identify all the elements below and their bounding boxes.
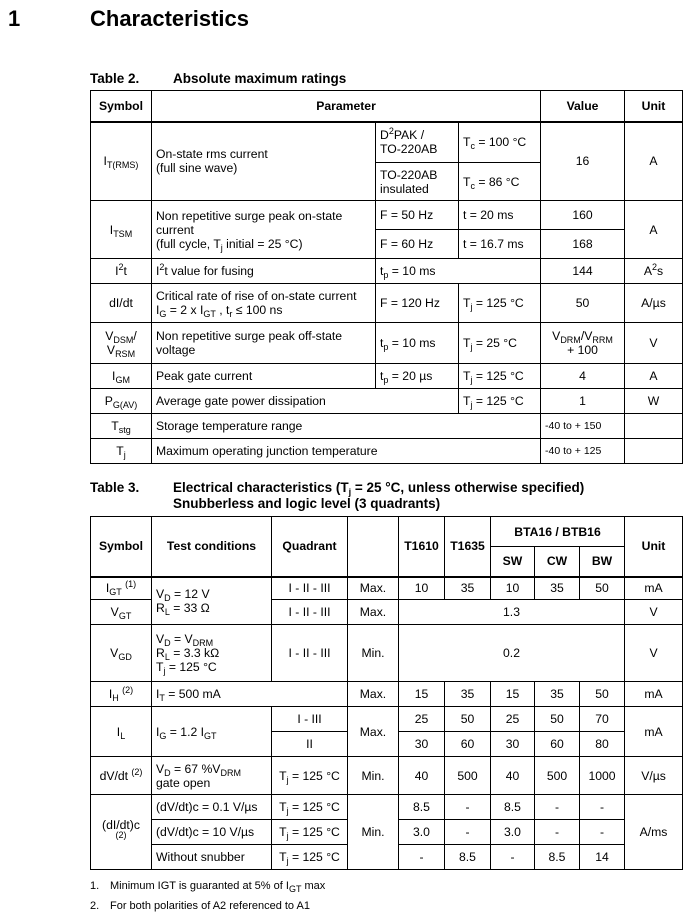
header-t1635: T1635 — [445, 517, 491, 577]
table3-header-row — [91, 517, 683, 547]
unit-cell: V — [625, 600, 683, 625]
symbol-cell: dV/dt $^{(2)}$ — [91, 757, 152, 795]
quadrant-cell: $T_j = 125$ °C — [272, 845, 348, 870]
value-cell: 50 — [535, 707, 580, 732]
condition-cell: $T_c = 86$ °C — [459, 163, 541, 201]
symbol-cell: $I_{GT}$ $^{(1)}$ — [91, 577, 152, 600]
header-value: Value — [541, 91, 625, 122]
limit-cell: Min. — [348, 795, 399, 870]
header-sw: SW — [491, 547, 535, 577]
table3-caption — [90, 480, 690, 514]
table3-label: Table 3. — [90, 480, 140, 495]
symbol-cell: dI/dt — [91, 284, 152, 323]
value-cell: 60 — [445, 732, 491, 757]
param-cell: Peak gate current — [152, 364, 376, 389]
table-row — [91, 364, 683, 389]
value-cell: - — [580, 820, 625, 845]
limit-cell: Max. — [348, 577, 399, 600]
value-cell: 500 — [535, 757, 580, 795]
quadrant-cell: $T_j = 125$ °C — [272, 757, 348, 795]
value-cell: 0.2 — [399, 625, 625, 682]
table-row — [91, 757, 683, 795]
limit-cell: Max. — [348, 600, 399, 625]
header-symbol: Symbol — [91, 91, 152, 122]
unit-cell: mA — [625, 577, 683, 600]
value-cell: 4 — [541, 364, 625, 389]
symbol-cell: $V_{DSM}/$ $V_{RSM}$ — [91, 323, 152, 364]
section-heading — [0, 6, 694, 36]
condition-cell: $T_j = 25$ °C — [459, 323, 541, 364]
value-cell: 8.5 — [399, 795, 445, 820]
condition-cell: $T_c = 100$ °C — [459, 122, 541, 163]
value-cell: 3.0 — [491, 820, 535, 845]
condition-cell: $I_T = 500$ mA — [152, 682, 348, 707]
frequency-cell: F = 50 Hz — [376, 201, 459, 230]
time-cell: t = 16.7 ms — [459, 230, 541, 259]
param-cell: Maximum operating junction temperature — [152, 439, 541, 464]
table2-caption — [90, 71, 590, 87]
table2-header-row — [91, 91, 683, 122]
unit-cell: V — [625, 625, 683, 682]
table-row — [91, 389, 683, 414]
unit-cell — [625, 414, 683, 439]
table-row — [91, 323, 683, 364]
value-cell: 50 — [580, 682, 625, 707]
table2-title: Absolute maximum ratings — [173, 71, 347, 86]
frequency-cell: F = 120 Hz — [376, 284, 459, 323]
value-cell: 25 — [399, 707, 445, 732]
limit-cell: Max. — [348, 682, 399, 707]
symbol-cell: $I^2t$ — [91, 259, 152, 284]
unit-cell: A/µs — [625, 284, 683, 323]
condition-cell: $t_p = 10$ ms — [376, 323, 459, 364]
value-cell: 35 — [445, 577, 491, 600]
symbol-cell: (dI/dt)c $^{(2)}$ — [91, 795, 152, 870]
table-row — [91, 577, 683, 600]
value-cell: 50 — [445, 707, 491, 732]
symbol-cell: $I_L$ — [91, 707, 152, 757]
value-cell: - — [535, 795, 580, 820]
condition-cell: $t_p = 20$ µs — [376, 364, 459, 389]
value-cell: 80 — [580, 732, 625, 757]
symbol-cell: $I_{T(RMS)}$ — [91, 122, 152, 201]
table-row — [91, 259, 683, 284]
value-cell: 50 — [541, 284, 625, 323]
section-title: Characteristics — [90, 6, 249, 31]
condition-cell: (dV/dt)c = 0.1 V/µs — [152, 795, 272, 820]
quadrant-cell: $T_j = 125$ °C — [272, 820, 348, 845]
value-cell: 10 — [399, 577, 445, 600]
value-cell: - — [535, 820, 580, 845]
value-cell: 500 — [445, 757, 491, 795]
value-cell: - — [491, 845, 535, 870]
value-cell: - — [445, 795, 491, 820]
value-cell: - — [445, 820, 491, 845]
symbol-cell: $I_{GM}$ — [91, 364, 152, 389]
value-cell: -40 to + 125 — [541, 439, 625, 464]
footnote-2: 2. For both polarities of A2 referenced to A1 — [90, 900, 310, 912]
param-cell: On-state rms current (full sine wave) — [152, 122, 376, 201]
value-cell: 3.0 — [399, 820, 445, 845]
value-cell: 8.5 — [491, 795, 535, 820]
unit-cell — [625, 439, 683, 464]
table-row — [91, 625, 683, 682]
absolute-ratings-table — [90, 90, 683, 464]
quadrant-cell: I - II - III — [272, 577, 348, 600]
table-row — [91, 122, 683, 163]
unit-cell: mA — [625, 682, 683, 707]
value-cell: 160 — [541, 201, 625, 230]
quadrant-cell: II — [272, 732, 348, 757]
value-cell: 35 — [535, 682, 580, 707]
condition-cell: $V_D = 67$ $\%V_{DRM}$ gate open — [152, 757, 272, 795]
table-row — [91, 795, 683, 820]
value-cell: 70 — [580, 707, 625, 732]
unit-cell: V/µs — [625, 757, 683, 795]
header-bw: BW — [580, 547, 625, 577]
condition-cell: $I_G = 1.2$ $I_{GT}$ — [152, 707, 272, 757]
header-unit: Unit — [625, 517, 683, 577]
unit-cell: V — [625, 323, 683, 364]
param-cell: Storage temperature range — [152, 414, 541, 439]
package-cell: $D^2PAK$ / TO-220AB — [376, 122, 459, 163]
condition-cell: $V_D = V_{DRM}$ $R_L = 3.3$ kΩ $T_j = 125$ °C — [152, 625, 272, 682]
quadrant-cell: $T_j = 125$ °C — [272, 795, 348, 820]
footnote-1: 1. Minimum IGT is guaranted at 5% of $I_{GT}$ max — [90, 880, 326, 894]
value-cell: 30 — [491, 732, 535, 757]
condition-cell: Without snubber — [152, 845, 272, 870]
param-cell: Non repetitive surge peak off-state voltage — [152, 323, 376, 364]
header-symbol: Symbol — [91, 517, 152, 577]
unit-cell: A — [625, 201, 683, 259]
quadrant-cell: I - II - III — [272, 625, 348, 682]
value-cell: 15 — [491, 682, 535, 707]
param-cell: Average gate power dissipation — [152, 389, 459, 414]
value-cell: 25 — [491, 707, 535, 732]
symbol-cell: $V_{GD}$ — [91, 625, 152, 682]
value-cell: 60 — [535, 732, 580, 757]
value-cell: 168 — [541, 230, 625, 259]
param-cell: Non repetitive surge peak on-state current (full cycle, $T_j$ initial = 25 °C) — [152, 201, 376, 259]
symbol-cell: $T_{stg}$ — [91, 414, 152, 439]
unit-cell: $A^2s$ — [625, 259, 683, 284]
quadrant-cell: I - III — [272, 707, 348, 732]
value-cell: 35 — [535, 577, 580, 600]
header-t1610: T1610 — [399, 517, 445, 577]
condition-cell: $T_j = 125$ °C — [459, 389, 541, 414]
unit-cell: W — [625, 389, 683, 414]
param-cell: $I^2t$ value for fusing — [152, 259, 376, 284]
value-cell: 8.5 — [445, 845, 491, 870]
condition-cell: $t_p = 10$ ms — [376, 259, 541, 284]
table2-label: Table 2. — [90, 71, 140, 86]
symbol-cell: $T_j$ — [91, 439, 152, 464]
symbol-cell: $I_{TSM}$ — [91, 201, 152, 259]
value-cell: 35 — [445, 682, 491, 707]
package-cell: TO-220AB insulated — [376, 163, 459, 201]
value-cell: 1000 — [580, 757, 625, 795]
header-cw: CW — [535, 547, 580, 577]
header-quadrant: Quadrant — [272, 517, 348, 577]
condition-cell: (dV/dt)c = 10 V/µs — [152, 820, 272, 845]
section-number: 1 — [8, 6, 21, 31]
unit-cell: A — [625, 364, 683, 389]
value-cell: 50 — [580, 577, 625, 600]
frequency-cell: F = 60 Hz — [376, 230, 459, 259]
symbol-cell: $V_{GT}$ — [91, 600, 152, 625]
quadrant-cell: I - II - III — [272, 600, 348, 625]
param-cell: Critical rate of rise of on-state current $I_G = 2$ x $I_{GT}$ , $t_r \le 100$ ns — [152, 284, 376, 323]
table-row — [91, 682, 683, 707]
value-cell: 40 — [399, 757, 445, 795]
unit-cell: A — [625, 122, 683, 201]
table3-title: Electrical characteristics ($T_j = 25$ °C, unless otherwise specified) Snubberless and logic level (3 quadrants) — [173, 480, 585, 511]
symbol-cell: $I_H$ $^{(2)}$ — [91, 682, 152, 707]
table-row — [91, 439, 683, 464]
value-cell: $V_{DRM}/V_{RRM}$ + 100 — [541, 323, 625, 364]
electrical-characteristics-table — [90, 516, 683, 870]
value-cell: 10 — [491, 577, 535, 600]
header-test-conditions: Test conditions — [152, 517, 272, 577]
limit-cell: Max. — [348, 707, 399, 757]
value-cell: - — [580, 795, 625, 820]
symbol-cell: $P_{G(AV)}$ — [91, 389, 152, 414]
table-row — [91, 414, 683, 439]
limit-cell: Min. — [348, 757, 399, 795]
value-cell: -40 to + 150 — [541, 414, 625, 439]
value-cell: 30 — [399, 732, 445, 757]
condition-cell: $V_D = 12$ V $R_L = 33$ Ω — [152, 577, 272, 625]
header-limit — [348, 517, 399, 577]
header-parameter: Parameter — [152, 91, 541, 122]
value-cell: 144 — [541, 259, 625, 284]
header-unit: Unit — [625, 91, 683, 122]
condition-cell: $T_j = 125$ °C — [459, 284, 541, 323]
unit-cell: A/ms — [625, 795, 683, 870]
value-cell: - — [399, 845, 445, 870]
value-cell: 1.3 — [399, 600, 625, 625]
value-cell: 14 — [580, 845, 625, 870]
time-cell: t = 20 ms — [459, 201, 541, 230]
limit-cell: Min. — [348, 625, 399, 682]
value-cell: 1 — [541, 389, 625, 414]
header-bta16-btb16: BTA16 / BTB16 — [491, 517, 625, 547]
table-row — [91, 201, 683, 230]
value-cell: 15 — [399, 682, 445, 707]
table-row — [91, 707, 683, 732]
condition-cell: $T_j = 125$ °C — [459, 364, 541, 389]
value-cell: 40 — [491, 757, 535, 795]
value-cell: 16 — [541, 122, 625, 201]
unit-cell: mA — [625, 707, 683, 757]
value-cell: 8.5 — [535, 845, 580, 870]
table-row — [91, 284, 683, 323]
